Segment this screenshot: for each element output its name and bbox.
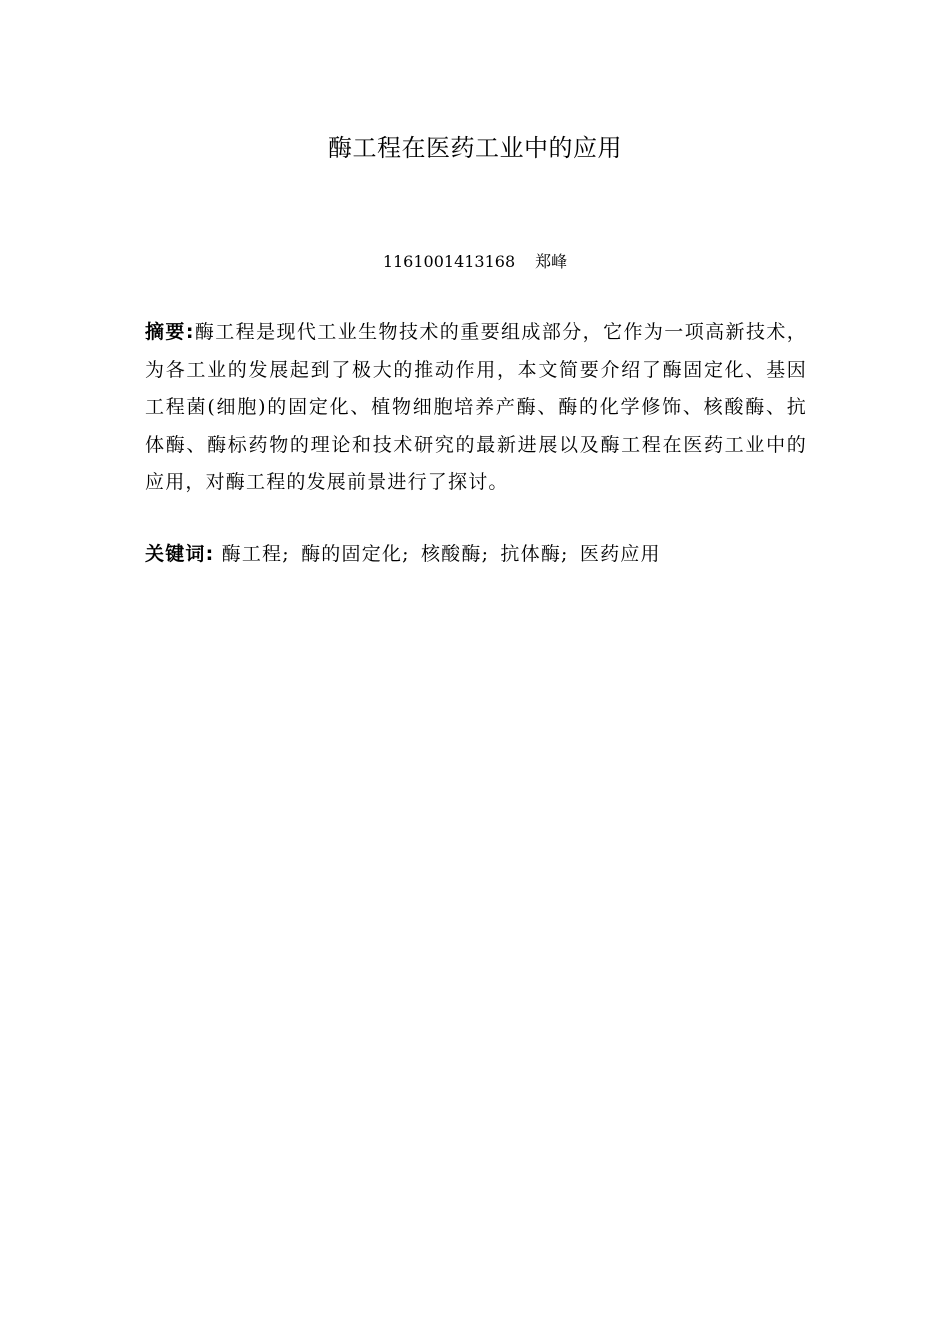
keywords-line xyxy=(145,536,807,574)
student-id: 1161001413168 xyxy=(382,252,516,271)
document-title: 酶工程在医药工业中的应用 xyxy=(328,134,622,162)
abstract-paragraph xyxy=(145,314,807,502)
keyword-item: 抗体酶; xyxy=(500,543,569,565)
keyword-item: 医药应用 xyxy=(579,543,661,565)
keyword-item: 核酸酶; xyxy=(420,543,490,565)
keyword-item: 酶的固定化; xyxy=(301,543,410,565)
abstract-text: 酶工程是现代工业生物技术的重要组成部分，它作为一项高新技术，为各工业的发展起到了极大的推动作用，本文简要介绍了酶固定化、基因工程菌(细胞)的固定化、植物细胞培养产酶、酶的化学修饰、核酸酶、抗体酶、酶标药物的理论和技术研究的最新进展以及酶工程在医药工业中的应用，对酶工程的发展前景进行了探讨。 xyxy=(145,321,807,493)
keyword-item: 酶工程; xyxy=(221,543,290,565)
abstract-label: 摘要: xyxy=(145,321,195,343)
author-name: 郑峰 xyxy=(535,252,568,271)
keywords-label: 关键词: xyxy=(145,543,215,565)
author-line xyxy=(0,250,950,274)
